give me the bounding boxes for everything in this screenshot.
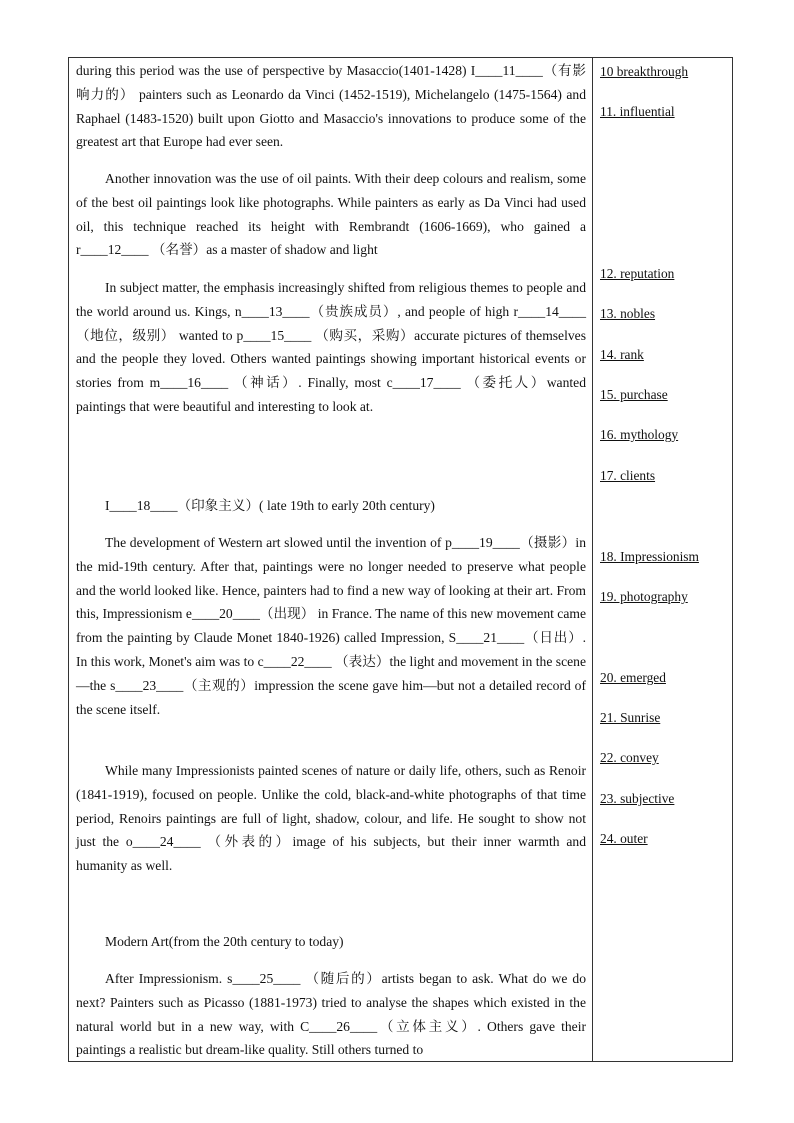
- answer-18: 18. Impressionism: [600, 549, 699, 564]
- answer-17: 17. clients: [600, 468, 656, 483]
- answer-23: 23. subjective: [600, 791, 675, 806]
- column-divider: [592, 57, 593, 1062]
- answer-15: 15. purchase: [600, 387, 668, 402]
- answer-10: 10 breakthrough: [600, 64, 689, 79]
- paragraph-modern-art: After Impressionism. s____25____ （随后的）artists began to ask. What do we do next? Painters such as Picasso (1881-1973) tried to analyse the shapes which existed in the natural world but in a new way, with C____26____（立体主义）. Others gave their paintings a realistic but dream-like quality. Still others turned to: [76, 971, 586, 1058]
- answer-22: 22. convey: [600, 750, 659, 765]
- answer-13: 13. nobles: [600, 306, 656, 321]
- paragraph-oil-paints: Another innovation was the use of oil paints. With their deep colours and realism, some of the best oil paintings look like photographs. While painters as early as Da Vinci had used oil, this technique reached its height with Rembrandt (1606-1669), who gained a r____12____ （名誉）as a master of shadow and light: [76, 171, 586, 258]
- answer-12: 12. reputation: [600, 266, 675, 281]
- paragraph-renaissance-perspective: during this period was the use of perspective by Masaccio(1401-1428) I____11____（有影响力的） painters such as Leonardo da Vinci (1452-1519), Michelangelo (1475-1564) and Raphael (1483-1520) built upon Giotto and Masaccio's innovations to produce some of the greatest art that Europe had ever seen.: [76, 63, 586, 150]
- answer-14: 14. rank: [600, 347, 644, 362]
- heading-modern-art: Modern Art(from the 20th century to today): [105, 934, 344, 949]
- answer-20: 20. emerged: [600, 670, 666, 685]
- answer-19: 19. photography: [600, 589, 688, 604]
- paragraph-impressionism-origin: The development of Western art slowed until the invention of p____19____（摄影）in the mid-19th century. After that, paintings were no longer needed to preserve what people and the world looked like. Hence, painters had to find a new way of looking at their art. From this, Impressionism e____20____（出现） in France. The name of this new movement came from the painting by Claude Monet 1840-1926) called Impression, S____21____（日出）. In this work, Monet's aim was to c____22____ （表达）the light and movement in the scene—the s____23____（主观的）impression the scene gave him—but not a detailed record of the scene itself.: [76, 535, 586, 717]
- answer-16: 16. mythology: [600, 427, 679, 442]
- answer-21: 21. Sunrise: [600, 710, 661, 725]
- answer-24: 24. outer: [600, 831, 648, 846]
- paragraph-subject-matter: In subject matter, the emphasis increasingly shifted from religious themes to people and the world around us. Kings, n____13____（贵族成员）, and people of high r____14____（地位，级别） wanted to p____15____ （购买，采购）accurate pictures of themselves and the people they loved. Others wanted paintings showing important historical events or stories from m____16____ （神话）. Finally, most c____17____ （委托人）wanted paintings that were beautiful and interesting to look at.: [76, 280, 586, 414]
- paragraph-renoir: While many Impressionists painted scenes of nature or daily life, others, such as Renoir (1841-1919), focused on people. Unlike the cold, black-and-white photographs of that time period, Renoirs paintings are full of light, shadow, colour, and life. He sought to show not just the o____24____ （外表的）image of his subjects, but their inner warmth and humanity as well.: [76, 763, 586, 874]
- answer-11: 11. influential: [600, 104, 675, 119]
- heading-impressionism: I____18____（印象主义）( late 19th to early 20th century): [105, 498, 435, 513]
